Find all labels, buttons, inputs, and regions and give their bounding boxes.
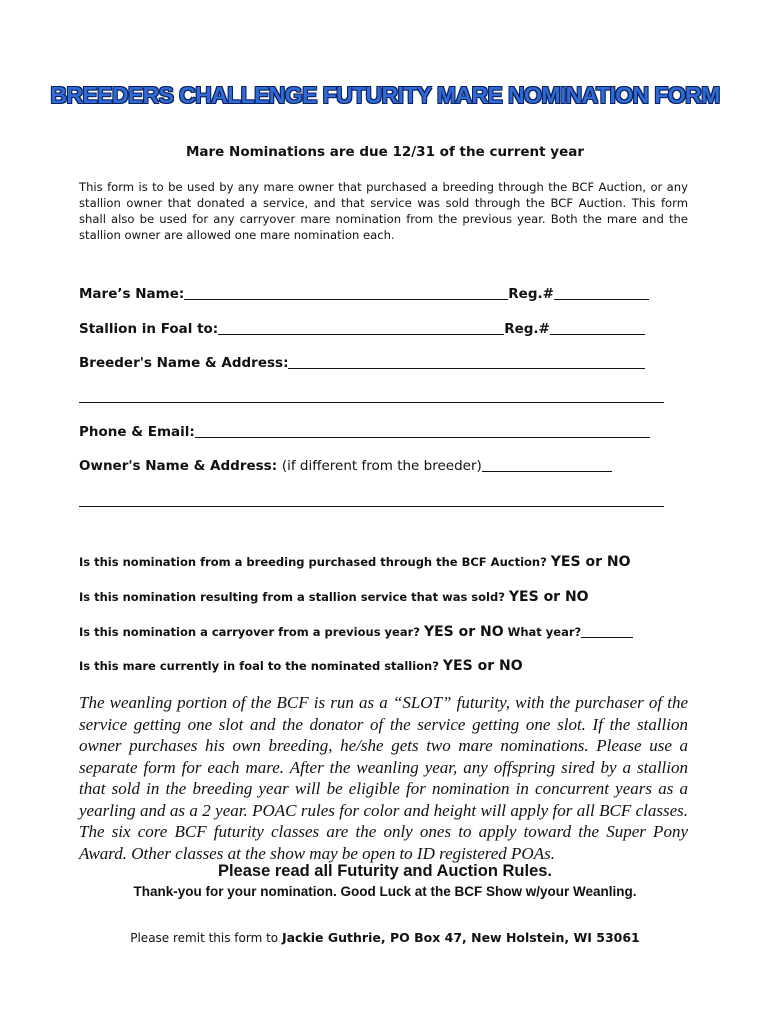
mares-reg-label: Reg.# — [508, 286, 554, 302]
mares-name-label: Mare’s Name: — [79, 286, 185, 302]
phone-label: Phone & Email: — [79, 424, 195, 440]
stallion-reg-label: Reg.# — [504, 321, 550, 337]
phone-row — [79, 423, 650, 440]
what-year-label: What year? — [507, 625, 582, 639]
intro-paragraph: This form is to be used by any mare owner that purchased a breeding through the BCF Auction, or any stallion owner that donated a service, and that service was sold through the BCF Auction. This form shall also be used for any carryover mare nomination from the previous year. Both the mare and the stallion owner are allowed one mare nomination each. — [79, 180, 688, 242]
phone-blank[interactable] — [195, 423, 650, 438]
stallion-reg-blank[interactable] — [550, 320, 645, 335]
stallion-row — [79, 320, 645, 337]
form-title: BREEDERS CHALLENGE FUTURITY MARE NOMINATION FORM — [50, 82, 720, 108]
owners-label: Owner's Name & Address: — [79, 458, 278, 474]
question-stallion-service — [79, 589, 589, 605]
yes-no-choice[interactable]: YES or NO — [423, 624, 504, 640]
read-rules-line: Please read all Futurity and Auction Rules. — [217, 862, 553, 880]
yes-no-choice[interactable]: YES or NO — [550, 554, 631, 570]
yes-no-choice[interactable]: YES or NO — [508, 589, 589, 605]
question-stallion-service-text: Is this nomination resulting from a stallion service that was sold? — [79, 590, 505, 604]
due-date-line: Mare Nominations are due 12/31 of the current year — [185, 144, 585, 160]
mares-name-blank[interactable] — [184, 285, 508, 300]
question-bcf-auction-text: Is this nomination from a breeding purchased through the BCF Auction? — [79, 555, 547, 569]
rules-paragraph: The weanling portion of the BCF is run as a “SLOT” futurity, with the purchaser of the service getting one slot and the donator of the service getting one slot. If the stallion owner purchases his own breeding, he/she gets two mare nominations. Please use a separate form for each mare. After the weanling year, any offspring sired by a stallion that sold in the breeding year will be eligible for nomination in concurrent years as a yearling and as a 2 year. POAC rules for color and height will apply for all BCF classes. The six core BCF futurity classes are the only ones to apply toward the Super Pony Award. Other classes at the show may be open to ID registered POAs. — [79, 693, 688, 863]
owners-address-line[interactable] — [79, 505, 664, 507]
question-carryover — [79, 624, 633, 640]
breeders-label: Breeder's Name & Address: — [79, 355, 289, 371]
question-carryover-text: Is this nomination a carryover from a previous year? — [79, 625, 420, 639]
breeders-blank[interactable] — [288, 354, 645, 369]
question-in-foal-text: Is this mare currently in foal to the nominated stallion? — [79, 659, 439, 673]
thank-you-line: Thank-you for your nomination. Good Luck at the BCF Show w/your Weanling. — [133, 884, 637, 899]
owners-blank[interactable] — [482, 457, 612, 472]
question-bcf-auction — [79, 554, 630, 570]
mares-reg-blank[interactable] — [554, 285, 649, 300]
remit-line — [0, 930, 770, 945]
owners-row — [79, 457, 612, 474]
mares-name-row — [79, 285, 649, 302]
stallion-blank[interactable] — [218, 320, 504, 335]
owners-note: (if different from the breeder) — [281, 458, 482, 474]
stallion-label: Stallion in Foal to: — [79, 321, 219, 337]
question-in-foal — [79, 658, 523, 674]
breeders-address-line[interactable] — [79, 401, 664, 403]
yes-no-choice[interactable]: YES or NO — [442, 658, 523, 674]
remit-address: Jackie Guthrie, PO Box 47, New Holstein, WI 53061 — [281, 930, 640, 945]
what-year-blank[interactable] — [581, 625, 633, 638]
remit-prefix: Please remit this form to — [130, 931, 279, 945]
breeders-row — [79, 354, 645, 371]
